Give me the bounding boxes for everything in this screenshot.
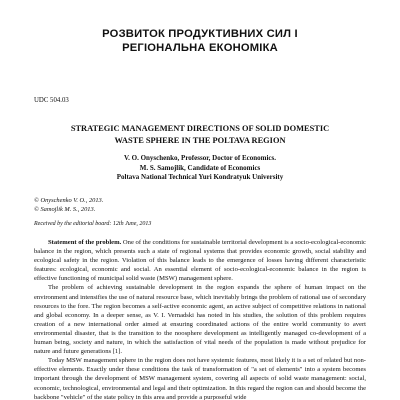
paragraph-1	[34, 238, 366, 283]
section-title	[0, 27, 400, 55]
article-title-line-2: WASTE SPHERE IN THE POLTAVA REGION	[114, 135, 286, 145]
paragraph-2: The problem of achieving sustainable development in the region expands the sphere of human impact on the environment and intensifies the use of natural resource base, which inevitably brings the problem of rational use of secondary resources to the fore. The region becomes a self-active economic agent, an active subject of competitive relations in national and global economy. In a deeper sense, as V. I. Vernadski has noted in his studies, the solution of this problem requires creation of a new international order aimed at ensuring coordinated actions of the entire world community to avert environmental disaster, that is the transition to the noosphere development as intelligently managed co-development of a human being, society and nature, in which the satisfaction of vital needs of the population is made without prejudice for nature and future generations [1].	[34, 284, 366, 356]
copyright-1: © Onyschenko V. O., 2013.	[34, 197, 104, 204]
udc-code: UDC 504.03	[34, 97, 69, 104]
author-block	[0, 154, 400, 183]
paragraph-3: Today MSW management sphere in the region does not have systemic features, most likely it is a set of related but non-effective elements. Exactly under these conditions the task of transformation of "a set of elements" into a system becomes important through the development of MSW management system, covering all aspects of solid waste management: social, economic, technological, environmental and legal and their optimization. In this regard the region can and should become the backbone "vehicle" of the state policy in this area and provide a purposeful wide	[34, 357, 366, 400]
section-title-line-2: РЕГІОНАЛЬНА ЕКОНОМІКА	[122, 42, 278, 54]
copyright-2: © Samojlik M. S., 2013.	[34, 206, 96, 214]
author-2: M. S. Samojlik, Candidate of Economics	[139, 163, 261, 172]
affiliation: Poltava National Technical Yuri Kondratyuk University	[116, 173, 284, 182]
copyright-block	[34, 196, 103, 215]
article-body	[34, 238, 366, 400]
paragraph-lead: Statement of the problem.	[48, 239, 122, 246]
paragraph-1-text: One of the conditions for sustainable territorial development is a socio-ecological-economic balance in the region, which presents such a state of regional systems that provides economic growth, social stability and ecological safety in the region. Violation of this balance leads to the emergence of losses having different characteristic features: ecological, economic and social. An essential element of socio-ecological-economic balance in the region is effective functioning of municipal solid waste (MSW) management sphere.	[34, 239, 366, 283]
received-date: Received by the editorial board: 12th June, 2013	[34, 221, 152, 227]
section-title-line-1: РОЗВИТОК ПРОДУКТИВНИХ СИЛ І	[102, 28, 298, 40]
article-title-line-1: STRATEGIC MANAGEMENT DIRECTIONS OF SOLID DOMESTIC	[70, 124, 330, 133]
author-1: V. O. Onyschenko, Professor, Doctor of Economics.	[124, 154, 276, 162]
article-title	[0, 123, 400, 146]
